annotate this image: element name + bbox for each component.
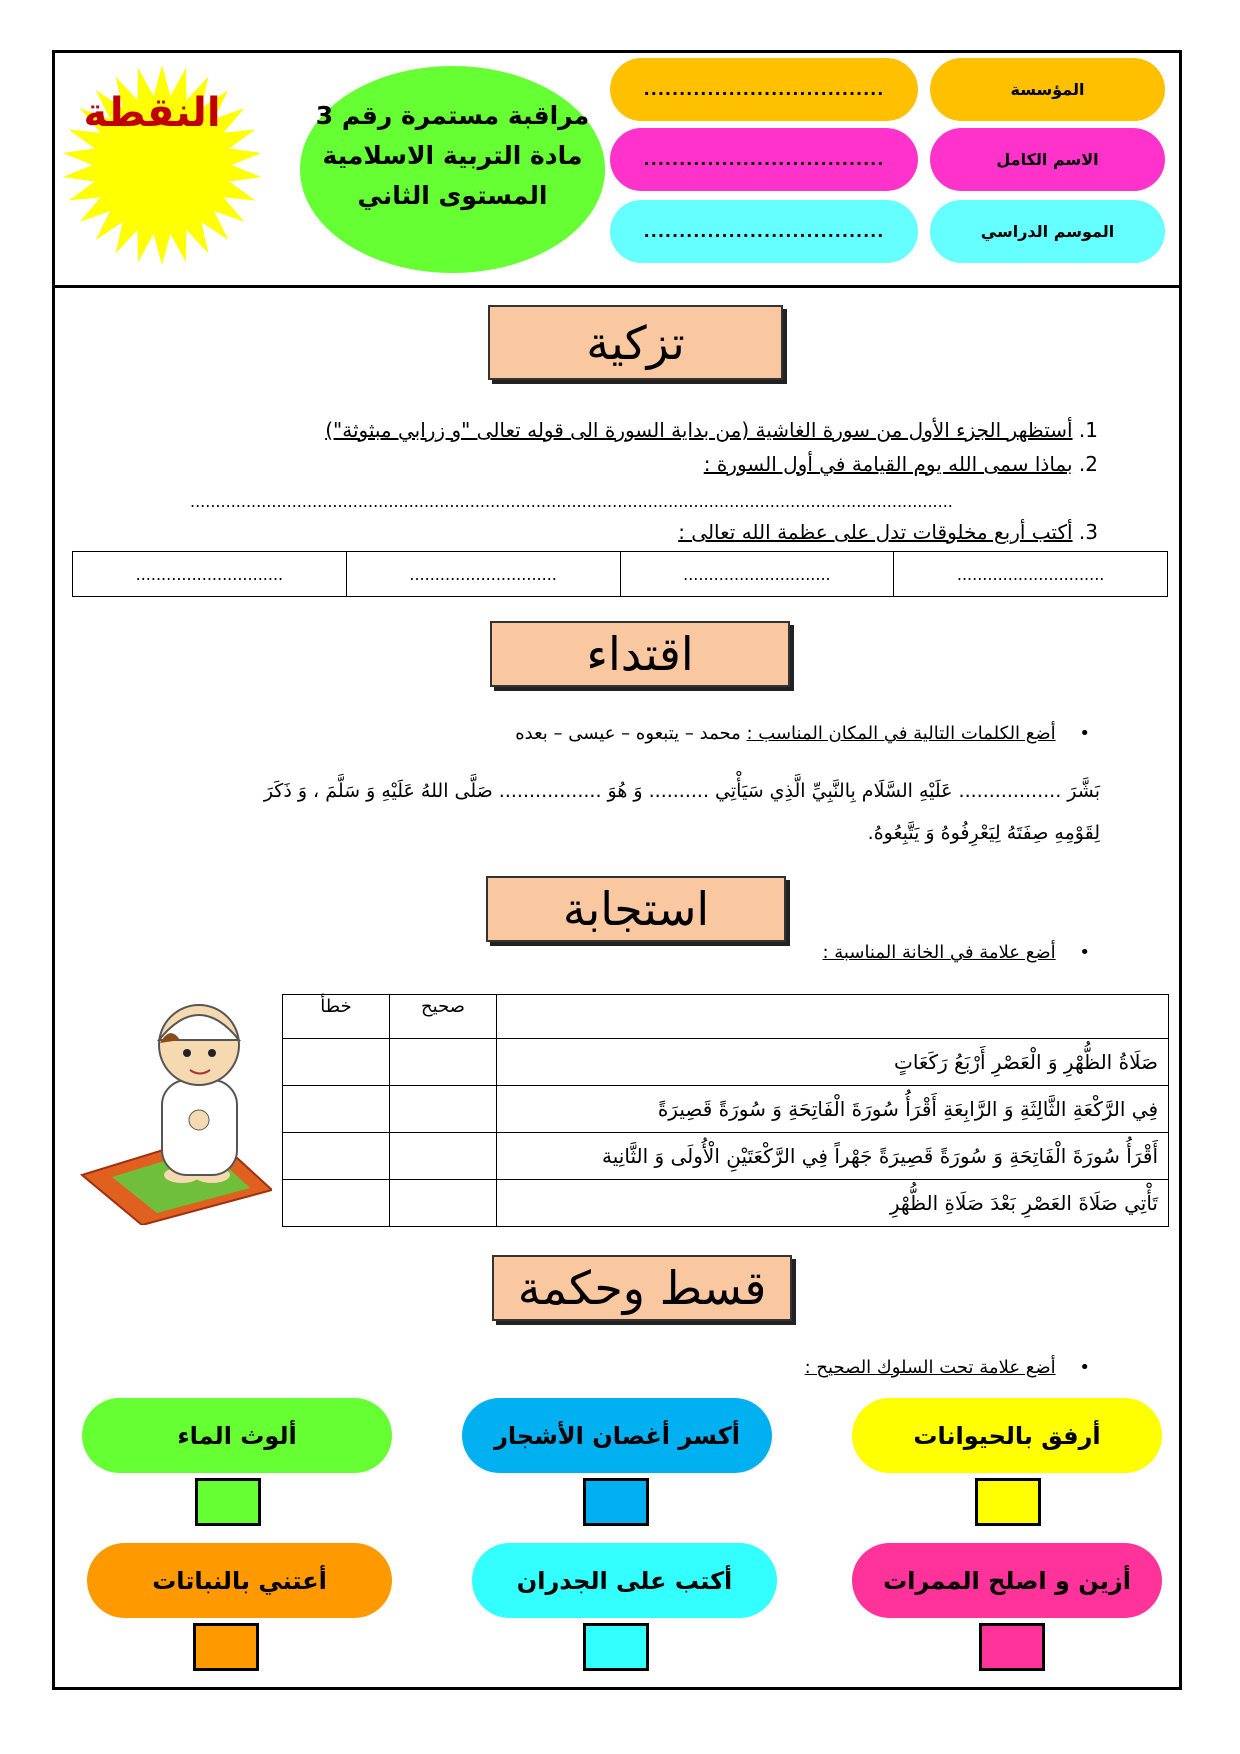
question-2: [704, 452, 1098, 476]
iqtida-instruction: [515, 723, 1090, 744]
q2-text: بماذا سمى الله يوم القيامة في أول السورة :: [703, 452, 1073, 476]
row3-false-box[interactable]: [283, 1133, 390, 1180]
qist-instruction-text: أضع علامة تحت السلوك الصحيح :: [804, 1357, 1056, 1378]
statement-4: تَأْتِي صَلَاةَ العَصْرِ بَعْدَ صَلَاةِ الظُّهْرِ: [497, 1180, 1169, 1227]
fullname-field[interactable]: [610, 128, 918, 191]
q2-answer-line[interactable]: ......................................................................................................................................................: [190, 492, 953, 511]
answer-cell-2[interactable]: .............................: [620, 552, 894, 597]
row4-false-box[interactable]: [283, 1180, 390, 1227]
exam-line-3: المستوى الثاني: [357, 181, 548, 210]
bullet: •: [1079, 723, 1090, 744]
statement-2: فِي الرَّكْعَةِ الثَّالِثَةِ وَ الرَّابِعَةِ أَقْرَأُ سُورَةَ الْفَاتِحَةِ وَ سُورَةً قَصِيرَةً: [497, 1086, 1169, 1133]
choice-decorate-corridors: أزين و اصلح الممرات: [852, 1543, 1162, 1618]
statement-1: صَلَاةُ الظُّهْرِ وَ الْعَصْرِ أَرْبَعُ رَكَعَاتٍ: [497, 1039, 1169, 1086]
statement-3: أَقْرَأُ سُورَةَ الْفَاتِحَةِ وَ سُورَةً قَصِيرَةً جَهْراً فِي الرَّكْعَتَيْنِ الْأُولَى وَ الثَّانِية: [497, 1133, 1169, 1180]
row2-true-box[interactable]: [390, 1086, 497, 1133]
col-statement: [497, 995, 1169, 1039]
school-field[interactable]: [610, 58, 918, 121]
col-false: خطأ: [283, 995, 390, 1039]
checkbox-break-branches[interactable]: [583, 1478, 649, 1526]
header-divider: [52, 285, 1182, 288]
exam-line-1: مراقبة مستمرة رقم 3: [315, 101, 590, 130]
row2-false-box[interactable]: [283, 1086, 390, 1133]
school-label: المؤسسة: [930, 58, 1165, 121]
word-bank: محمد – يتبعوه – عيسى – بعده: [515, 723, 741, 744]
fill-paragraph-line-1: بَشَّرَ ................. عَلَيْهِ السَّلَام بِالنَّبِيِّ الَّذِي سَيَأْتِي .......... وَ هُوَ ................. صَلَّى اللهُ عَلَيْهِ وَ سَلَّمَ ، وَ ذَكَرَ: [263, 780, 1100, 802]
school-value: ..................................: [643, 80, 885, 99]
season-label: الموسم الدراسي: [930, 200, 1165, 263]
col-true: صحيح: [390, 995, 497, 1039]
q3-number: 3.: [1078, 520, 1098, 544]
bullet: •: [1079, 1357, 1090, 1378]
section-title-istijaba: استجابة: [486, 876, 786, 942]
bullet: •: [1079, 942, 1090, 963]
exam-title: [300, 96, 605, 216]
answer-cell-3[interactable]: .............................: [346, 552, 620, 597]
section-title-iqtida: اقتداء: [490, 621, 790, 687]
checkbox-kind-to-animals[interactable]: [975, 1478, 1041, 1526]
choice-break-branches: أكسر أغصان الأشجار: [462, 1398, 772, 1473]
choice-pollute-water: ألوث الماء: [82, 1398, 392, 1473]
row1-false-box[interactable]: [283, 1039, 390, 1086]
season-field[interactable]: [610, 200, 918, 263]
iqtida-instruction-text: أضع الكلمات التالية في المكان المناسب :: [746, 723, 1056, 744]
fill-paragraph-line-2: لِقَوْمِهِ صِفَتَهُ لِيَعْرِفُوهُ وَ يَتَّبِعُوهُ.: [867, 822, 1100, 844]
season-value: ..................................: [643, 222, 885, 241]
exam-line-2: مادة التربية الاسلامية: [322, 141, 583, 170]
row1-true-box[interactable]: [390, 1039, 497, 1086]
choice-care-for-plants: أعتني بالنباتات: [87, 1543, 392, 1618]
section-title-tazkiya: تزكية: [488, 305, 783, 380]
question-1: [325, 418, 1098, 442]
checkbox-write-on-walls[interactable]: [583, 1623, 649, 1671]
q1-number: 1.: [1078, 418, 1098, 442]
praying-boy-illustration: [72, 985, 272, 1225]
answer-cell-4[interactable]: .............................: [73, 552, 347, 597]
fullname-label: الاسم الكامل: [930, 128, 1165, 191]
true-false-table: [282, 994, 1169, 1227]
q3-text: أكتب أربع مخلوقات تدل على عظمة الله تعالى :: [678, 520, 1073, 544]
checkbox-decorate-corridors[interactable]: [979, 1623, 1045, 1671]
answer-cell-1[interactable]: .............................: [894, 552, 1168, 597]
row4-true-box[interactable]: [390, 1180, 497, 1227]
istijaba-instruction-text: أضع علامة في الخانة المناسبة :: [822, 942, 1056, 963]
qist-instruction: [805, 1357, 1090, 1378]
creatures-answer-table: [72, 551, 1168, 597]
checkbox-pollute-water[interactable]: [195, 1478, 261, 1526]
q1-text: أستظهر الجزء الأول من سورة الغاشية (من بداية السورة الى قوله تعالى "و زرابي مبثوثة"): [325, 418, 1073, 442]
row3-true-box[interactable]: [390, 1133, 497, 1180]
istijaba-instruction: [823, 942, 1091, 963]
score-label: النقطة: [83, 90, 221, 136]
checkbox-care-for-plants[interactable]: [193, 1623, 259, 1671]
q2-number: 2.: [1078, 452, 1098, 476]
section-title-qist: قسط وحكمة: [492, 1255, 792, 1321]
question-3: [678, 520, 1098, 544]
fullname-value: ..................................: [643, 150, 885, 169]
choice-kind-to-animals: أرفق بالحيوانات: [852, 1398, 1162, 1473]
choice-write-on-walls: أكتب على الجدران: [472, 1543, 777, 1618]
